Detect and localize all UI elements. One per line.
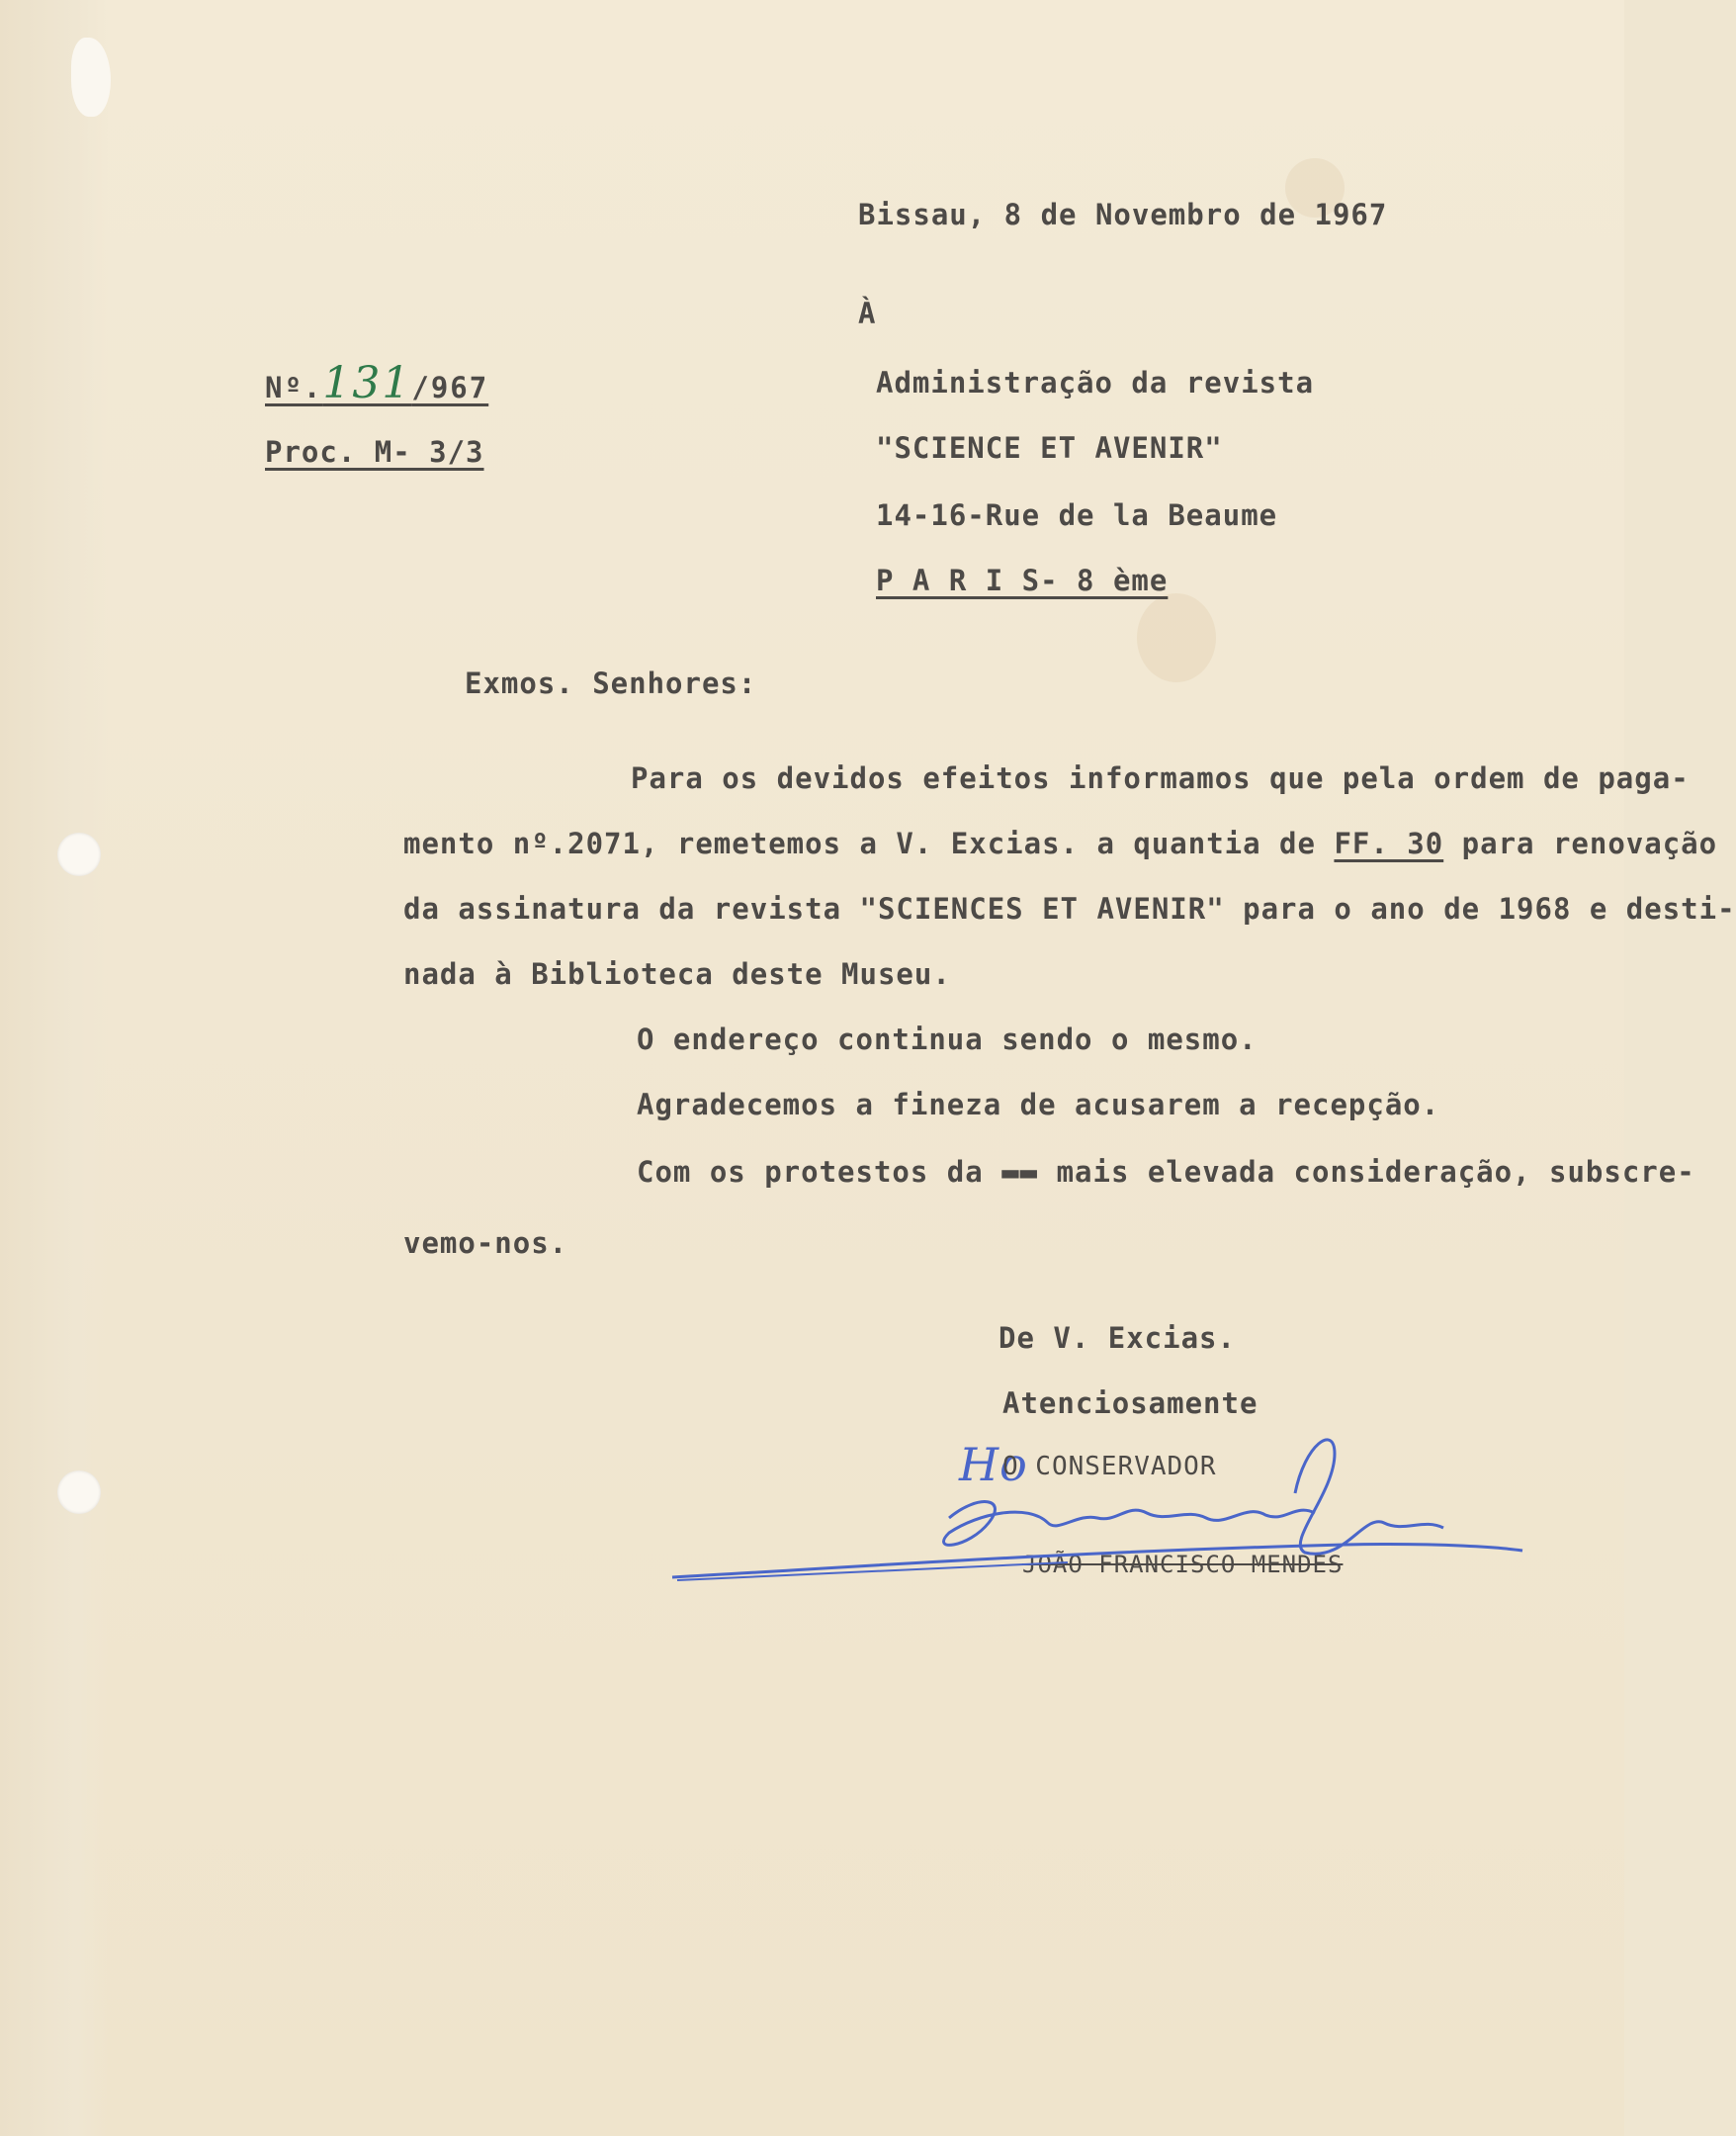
salutation: Exmos. Senhores: bbox=[465, 667, 757, 700]
closing-line-1: De V. Excias. bbox=[998, 1321, 1236, 1355]
to-marker: À bbox=[858, 297, 877, 330]
paper-left-edge bbox=[0, 0, 109, 2136]
paper-stain bbox=[1137, 593, 1216, 682]
process-number: Proc. M- 3/3 bbox=[265, 435, 484, 469]
body-line-2: mento nº.2071, remetemos a V. Excias. a quantia de FF. 30 para renovação bbox=[403, 827, 1718, 860]
date-line: Bissau, 8 de Novembro de 1967 bbox=[858, 198, 1388, 231]
signer-title: O CONSERVADOR bbox=[1002, 1452, 1217, 1481]
recipient-line-2: "SCIENCE ET AVENIR" bbox=[876, 431, 1223, 465]
body-line-4: nada à Biblioteca deste Museu. bbox=[403, 957, 951, 991]
recipient-line-1: Administração da revista bbox=[876, 366, 1315, 400]
body-line-1: Para os devidos efeitos informamos que pela ordem de paga- bbox=[631, 761, 1690, 795]
body-line-7: Com os protestos da ▬▬ mais elevada consideração, subscre- bbox=[637, 1155, 1695, 1189]
recipient-line-4: P A R I S- 8 ème bbox=[876, 564, 1169, 597]
amount: FF. 30 bbox=[1334, 827, 1444, 860]
punch-hole-bottom bbox=[57, 1470, 101, 1514]
reference-prefix: Nº. bbox=[265, 371, 323, 404]
signer-name: JOÃO FRANCISCO MENDES bbox=[1022, 1551, 1344, 1578]
handwritten-initial: Ho bbox=[959, 1438, 1028, 1491]
handwritten-reference: 131 bbox=[322, 358, 412, 408]
body-line-6: Agradecemos a fineza de acusarem a recepção. bbox=[637, 1088, 1440, 1121]
punch-hole-top bbox=[57, 833, 101, 876]
struck-word: ▬▬ bbox=[1001, 1155, 1039, 1189]
body-line-8: vemo-nos. bbox=[403, 1226, 568, 1260]
recipient-line-3: 14-16-Rue de la Beaume bbox=[876, 498, 1278, 532]
reference-number bbox=[265, 358, 488, 408]
body-line-3: da assinatura da revista "SCIENCES ET AVENIR" para o ano de 1968 e desti- bbox=[403, 892, 1736, 926]
handwritten-signature bbox=[652, 1424, 1542, 1602]
body-line-5: O endereço continua sendo o mesmo. bbox=[637, 1023, 1258, 1056]
reference-suffix: /967 bbox=[411, 371, 489, 404]
closing-line-2: Atenciosamente bbox=[1002, 1386, 1259, 1420]
